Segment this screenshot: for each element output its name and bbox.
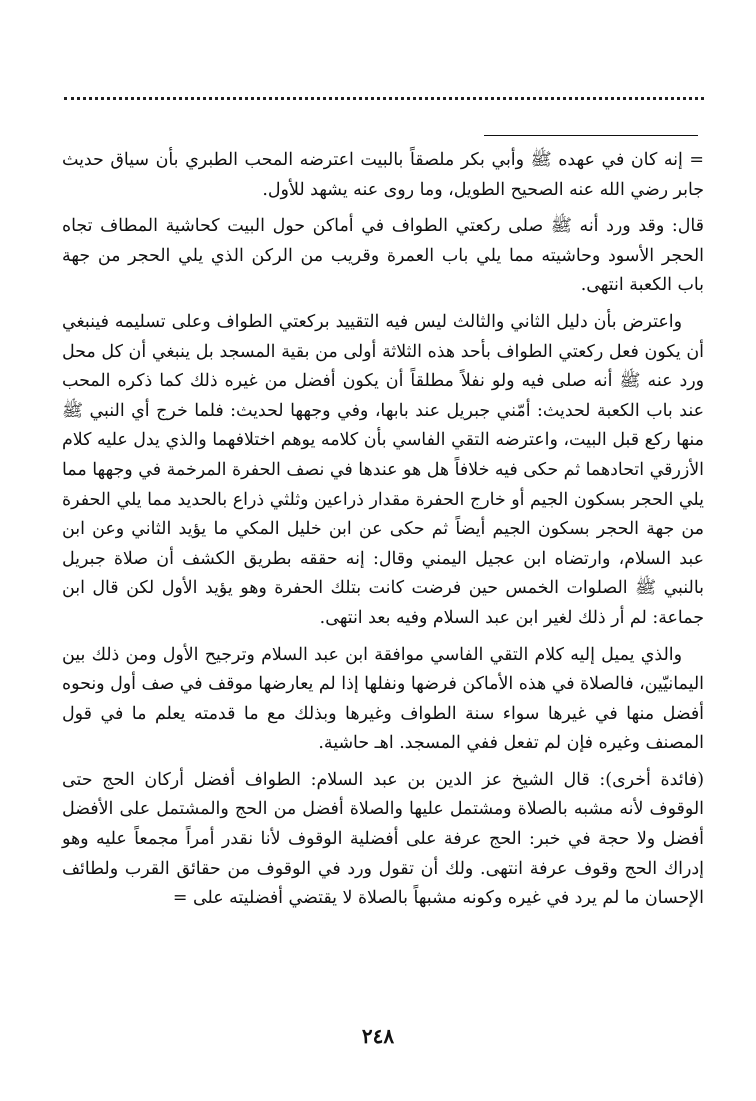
paragraph-qala: قال: وقد ورد أنه ﷺ صلى ركعتي الطواف في أماكن حول البيت كحاشية المطاف تجاه الحجر الأسود وحاشيته مما يلي باب العمرة وقريب من الركن الذي يلي الحجر من جهة باب الكعبة انتهى. (62, 216, 704, 296)
header-dotted-rule (64, 97, 704, 100)
footnote-text-block (62, 146, 704, 921)
paragraph-objection: واعترض بأن دليل الثاني والثالث ليس فيه التقييد بركعتي الطواف وعلى تسليمه فينبغي أن يكون فعل ركعتي الطواف بأحد هذه الثلاثة أولى من بقية المسجد بل ينبغي أن كل محل ورد عنه ﷺ أنه صلى فيه ولو نفلاً مطلقاً أن يكون أفضل من غيره ذلك كما ذكره المحب عند باب الكعبة لحديث: أمّني جبريل عند بابها، وفي وجهها لحديث: فلما خرج أي النبي ﷺ منها ركع قبل البيت، واعترضه التقي الفاسي بأن كلامه يوهم اختلافهما والذي يدل عليه كلام الأزرقي اتحادهما ثم حكى فيه خلافاً هل هو عندها في نصف الحفرة المرخمة في وجهها مما يلي الحجر بسكون الجيم أو خارج الحفرة مقدار ذراعين وثلثي ذراع بالحديد مما يلي الحفرة من جهة الحجر بسكون الجيم أيضاً ثم حكى عن ابن خليل المكي ما يؤيد الثاني وعن ابن عبد السلام، وارتضاه ابن عجيل اليمني وقال: إنه حققه بطريق الكشف أن صلاة جبريل بالنبي ﷺ الصلوات الخمس حين فرضت كانت بتلك الحفرة وهو يؤيد الأول لكن قال ابن جماعة: لم أر ذلك لغير ابن عبد السلام وفيه بعد انتهى. (62, 311, 704, 628)
footnote-separator-rule (484, 135, 698, 136)
paragraph-benefit: (فائدة أخرى): قال الشيخ عز الدين بن عبد السلام: الطواف أفضل أركان الحج حتى الوقوف لأنه مشبه بالصلاة ومشتمل عليها والصلاة أفضل من الحج والمشتمل على الأفضل أفضل ولا حجة في خبر: الحج عرفة على أفضلية الوقوف لأنا نقدر أمراً مجمعاً عليه وهو إدراك الحج وقوف عرفة انتهى. ولك أن تقول ورد في الوقوف من حقائق القرب ولطائف الإحسان ما لم يرد في غيره وكونه مشبهاً بالصلاة لا يقتضي أفضليته على = (62, 769, 704, 909)
paragraph-preference: والذي يميل إليه كلام التقي الفاسي موافقة ابن عبد السلام وترجيح الأول ومن ذلك بين اليمانيّين، فالصلاة في هذه الأماكن فرضها ونفلها إذا لم يعارضها موقف في صف أول ونحوه أفضل منها في غيرها سواء سنة الطواف وغيرها وبذلك مع ما قدمته يعلم ما في قول المصنف وغيره فإن لم تفعل ففي المسجد. اهـ حاشية. (62, 644, 704, 754)
paragraph-continuation: = إنه كان في عهده ﷺ وأبي بكر ملصقاً بالبيت اعترضه المحب الطبري بأن سياق حديث جابر رضي الله عنه الصحيح الطويل، وما روى عنه يشهد للأول. (62, 150, 704, 200)
page-number: ٢٤٨ (361, 1024, 395, 1048)
